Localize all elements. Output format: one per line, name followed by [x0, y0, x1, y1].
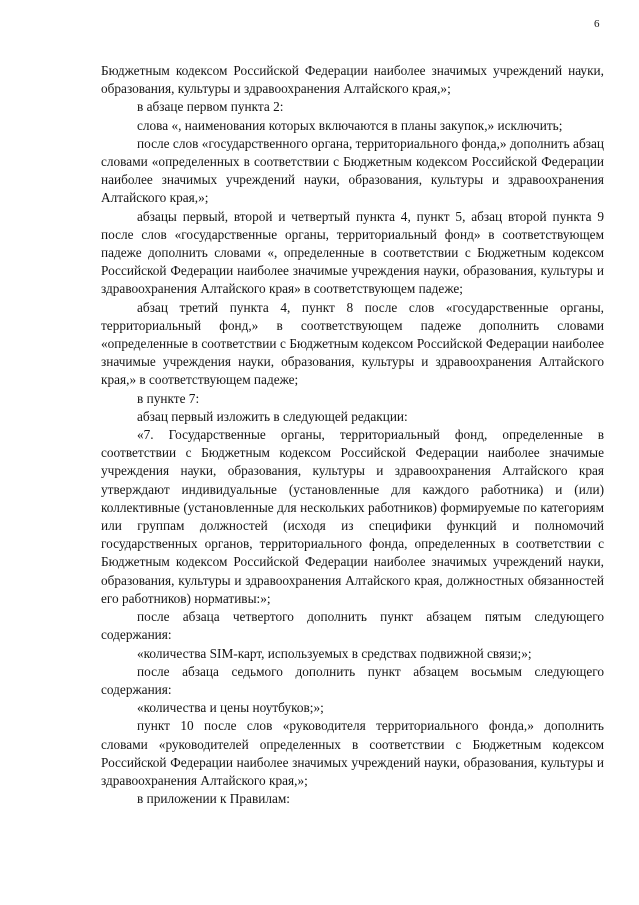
- page-number: 6: [594, 18, 600, 30]
- paragraph-11: «количества SIM-карт, используемых в средствах подвижной связи;»;: [137, 645, 532, 661]
- paragraph-14: пункт 10 после слов «руководителя территориального фонда,» дополнить словами «руководителей определенных в соответствии с Бюджетным кодексом Российской Федерации наиболее значимых учреждений науки, образования, культуры и здравоохранения Алтайского края,»;: [101, 718, 604, 788]
- paragraph-9: «7. Государственные органы, территориальный фонд, определенные в соответствии с Бюджетным кодексом Российской Федерации наиболее значимые учреждения науки, образования, культуры и здравоохранения Алтайского края утверждают индивидуальные (установленные для каждого работника) и (или) коллективные (установленные для нескольких работников) формируемые по категориям или группам должностей (исходя из специфики функций и полномочий государственных органов, территориального фонда, определенных в соответствии с Бюджетным кодексом Российской Федерации наиболее значимых учреждений науки, образования, культуры и здравоохранения Алтайского края, должностных обязанностей его работников) нормативы:»;: [101, 427, 604, 606]
- paragraph-1: Бюджетным кодексом Российской Федерации наиболее значимых учреждений науки, образования, культуры и здравоохранения Алтайского края,»;: [101, 63, 604, 97]
- paragraph-4: после слов «государственного органа, территориального фонда,» дополнить абзац словами «определенных в соответствии с Бюджетным кодексом Российской Федерации наиболее значимых учреждений науки, образования, культуры и здравоохранения Алтайского края,»;: [101, 135, 604, 206]
- paragraph-2: в абзаце первом пункта 2:: [137, 99, 284, 115]
- paragraph-7: в пункте 7:: [137, 390, 200, 406]
- paragraph-3: слова «, наименования которых включаются в планы закупок,» исключить;: [137, 117, 563, 133]
- paragraph-8: абзац первый изложить в следующей редакции:: [137, 408, 408, 424]
- document-body: [101, 62, 604, 808]
- paragraph-13: «количества и цены ноутбуков;»;: [137, 700, 324, 716]
- paragraph-10: после абзаца четвертого дополнить пункт абзацем пятым следующего содержания:: [101, 609, 604, 643]
- paragraph-5: абзацы первый, второй и четвертый пункта 4, пункт 5, абзац второй пункта 9 после слов «государственные органы, территориальный фонд» в соответствующем падеже дополнить словами «, определенные в соответствии с Бюджетным кодексом Российской Федерации наиболее значимые учреждения науки, образования, культуры и здравоохранения Алтайского края» в соответствующем падеже;: [101, 208, 604, 297]
- paragraph-15: в приложении к Правилам:: [137, 791, 290, 807]
- paragraph-6: абзац третий пункта 4, пункт 8 после слов «государственные органы, территориальный фонд,» в соответствующем падеже дополнить словами «определенные в соответствии с Бюджетным кодексом Российской Федерации наиболее значимые учреждения науки, образования, культуры и здравоохранения Алтайского края,» в соответствующем падеже;: [101, 299, 604, 388]
- paragraph-12: после абзаца седьмого дополнить пункт абзацем восьмым следующего содержания:: [101, 663, 604, 697]
